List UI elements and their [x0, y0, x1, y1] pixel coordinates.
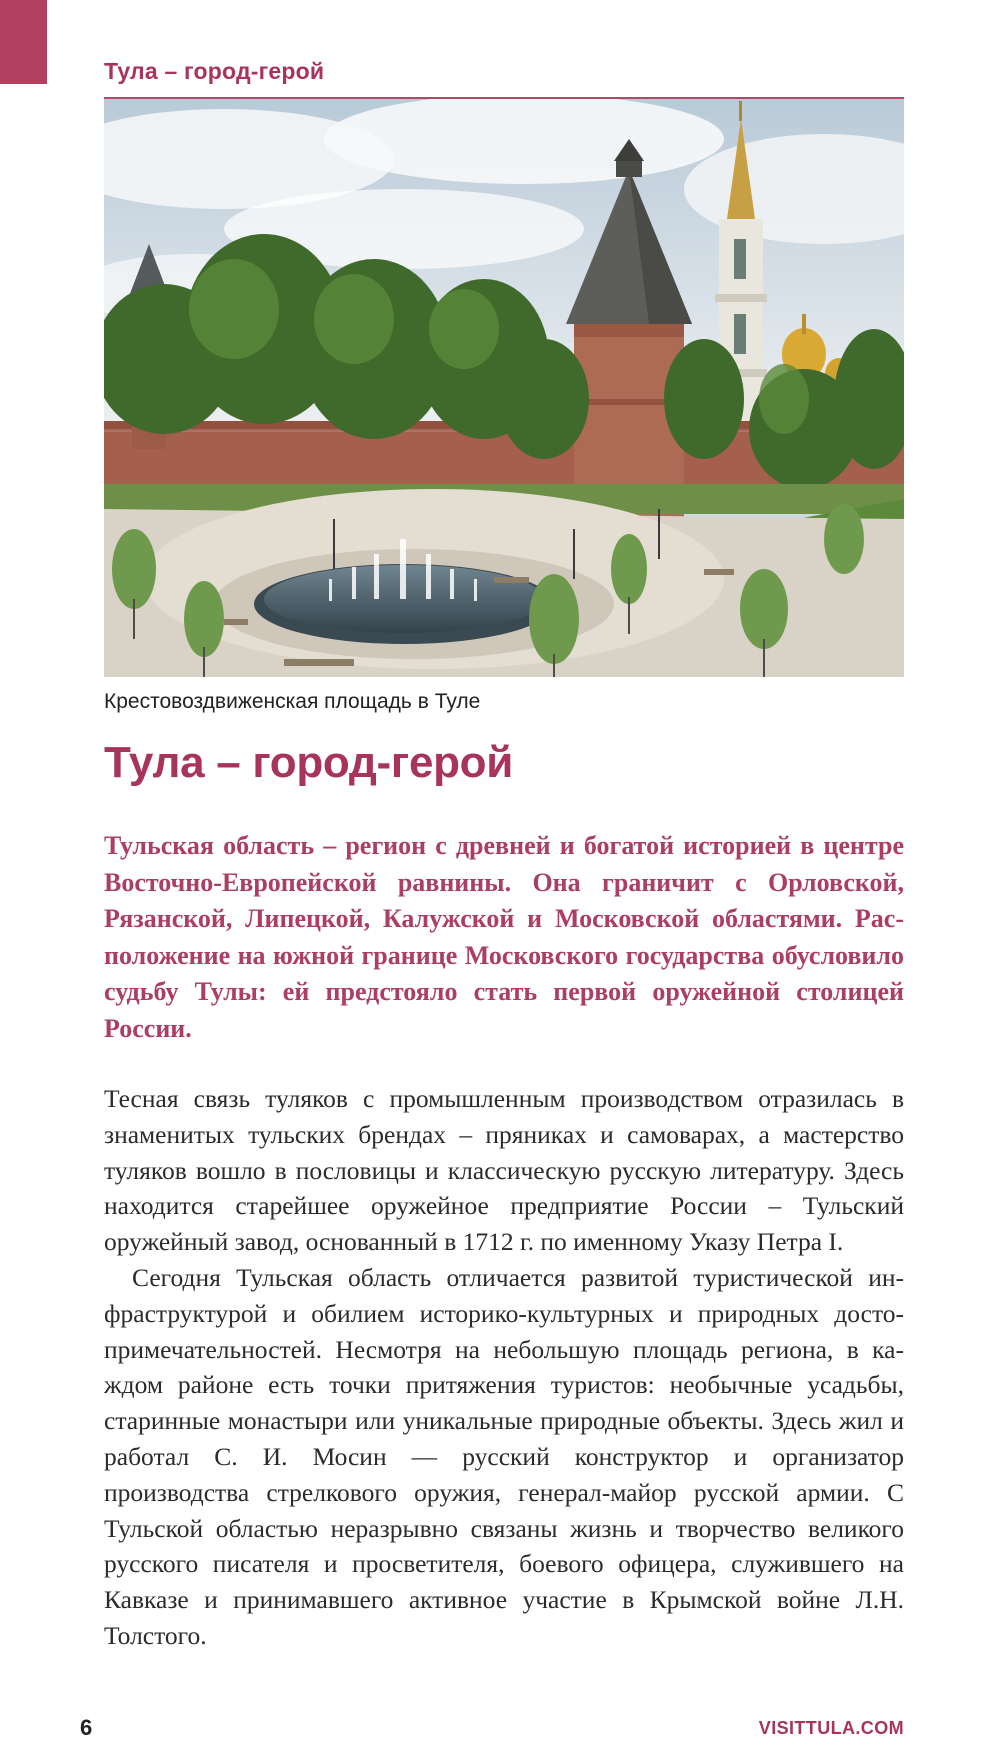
page-number: 6	[80, 1715, 93, 1740]
photo-caption: Крестовоздвиженская площадь в Туле	[104, 690, 481, 713]
site-link[interactable]: VISITTULA.COM	[758, 1718, 904, 1738]
running-header: Тула – город-герой	[104, 58, 325, 84]
body-paragraph: Тесная связь туляков с промышленным производством отразилась в знаменитых тульских брендах – пряниках и самоварах, а мастерство туляков вошло в пословицы и классическую русскую литературу. Здесь находится старейшее оружейное предприятие России – Тульский оружейный завод, основанный в 1712 г. по именному Указу Петра I.	[104, 1084, 904, 1257]
corner-tab	[0, 0, 47, 84]
body-paragraph: Сегодня Тульская область отличается развитой туристической инфраструктурой и обилием историко-культурных и природных достопримечательностей. Несмотря на небольшую площадь региона, в каждом районе есть точки притяжения туристов: необычные усадьбы, старинные монастыри или уникальные природные объекты. Здесь жил и работал С. И. Мосин — русский конструктор и организатор производства стрелкового оружия, генерал-майор русской армии. С Тульской областью неразрывно связаны жизнь и творчество великого русского писателя и просветителя, боевого офицера, служившего на Кавказе и принимавшего активное участие в Крымской войне Л.Н. Толстого.	[104, 1262, 904, 1650]
page-title: Тула – город-герой	[104, 738, 514, 787]
kremlin-photo	[104, 99, 904, 677]
article-body	[104, 1081, 904, 1654]
lead-paragraph: Тульская область – регион с древней и богатой историей в центре Восточно-Европейской равнины. Она граничит с Орловской, Рязанской, Липецкой, Калужской и Московской областями. Расположение на южной границе Московского государства обусловило судьбу Тулы: ей предстояло стать первой оружейной столицей России.	[104, 831, 904, 1043]
